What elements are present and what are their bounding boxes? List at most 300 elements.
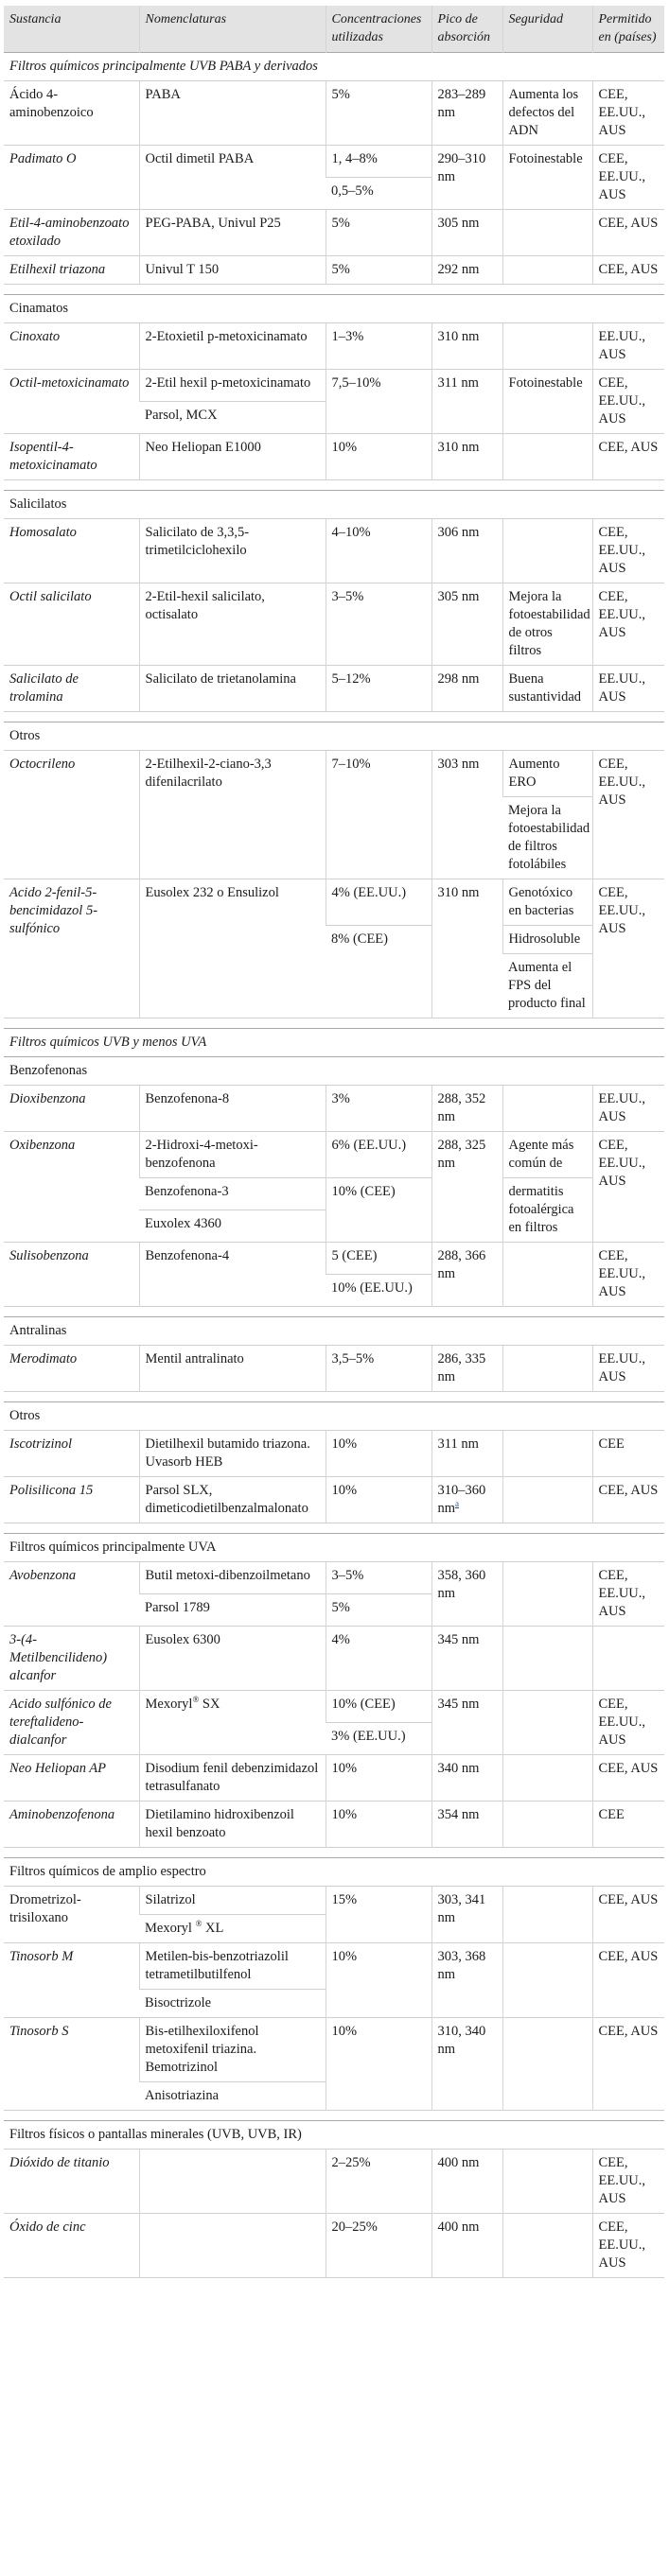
cell-text: 1, 4–8% xyxy=(331,151,378,166)
table-cell xyxy=(139,1801,326,1848)
table-cell xyxy=(431,1801,502,1848)
table-cell xyxy=(139,210,326,256)
table-cell xyxy=(4,1943,139,2018)
section-title: Filtros químicos principalmente UVA xyxy=(4,1534,664,1562)
cell-text: 292 nm xyxy=(437,262,480,277)
table-cell xyxy=(431,1691,502,1755)
cell-text: 5% xyxy=(331,1600,350,1615)
table-cell xyxy=(431,370,502,434)
cell-text: Octil-metoxicinamato xyxy=(9,375,130,391)
cell-text: 3–5% xyxy=(331,589,364,604)
table-cell xyxy=(502,926,592,954)
table-cell xyxy=(502,879,592,926)
table-cell xyxy=(4,146,139,210)
cell-text: 310–360 nm xyxy=(437,1483,486,1516)
cell-text: 288, 325 nm xyxy=(437,1138,486,1171)
table-cell xyxy=(139,1346,326,1392)
spacer-row xyxy=(4,480,664,491)
table-cell xyxy=(139,1132,326,1178)
table-cell xyxy=(326,1594,431,1627)
section-row xyxy=(4,491,664,519)
cell-text: 2-Hidroxi-4-metoxi-benzofenona xyxy=(145,1138,258,1171)
cell-text: Neo Heliopan E1000 xyxy=(145,440,261,455)
table-cell xyxy=(139,1691,326,1755)
cell-text: dermatitis fotoalérgica en filtros xyxy=(508,1184,574,1235)
table-cell xyxy=(139,1915,326,1943)
table-cell xyxy=(326,370,431,434)
table-row xyxy=(4,256,664,285)
cell-text: 10% (CEE) xyxy=(331,1697,396,1712)
cell-text: Euxolex 4360 xyxy=(145,1216,221,1231)
cell-text: Fotoinestable xyxy=(508,375,583,391)
table-cell xyxy=(139,402,326,434)
cell-text: Aumenta el FPS del producto final xyxy=(508,960,586,1011)
cell-text: CEE, EE.UU., AUS xyxy=(598,885,646,936)
table-cell xyxy=(431,2018,502,2111)
table-cell xyxy=(4,81,139,146)
table-cell xyxy=(502,666,592,712)
cell-text: Octil dimetil PABA xyxy=(145,151,255,166)
table-cell xyxy=(592,1132,664,1243)
cell-text: Salicilato de trolamina xyxy=(9,671,79,705)
cell-text: 10% (EE.UU.) xyxy=(331,1280,413,1296)
spacer-row xyxy=(4,1307,664,1317)
table-cell xyxy=(326,81,431,146)
cell-text: PEG-PABA, Univul P25 xyxy=(145,216,281,231)
table-cell xyxy=(326,2018,431,2111)
spacer-row xyxy=(4,285,664,295)
cell-text: 3% xyxy=(331,1091,350,1106)
header-nomenclaturas: Nomenclaturas xyxy=(139,6,326,53)
table-cell xyxy=(326,666,431,712)
table-cell xyxy=(502,1132,592,1178)
table-cell xyxy=(502,1477,592,1523)
table-cell xyxy=(592,2214,664,2278)
cell-text: 288, 366 nm xyxy=(437,1248,486,1281)
table-row xyxy=(4,879,664,926)
table-cell xyxy=(326,583,431,666)
table-cell xyxy=(431,1627,502,1691)
header-seguridad: Seguridad xyxy=(502,6,592,53)
table-cell xyxy=(431,2214,502,2278)
cell-text: 310, 340 nm xyxy=(437,2024,486,2057)
table-cell xyxy=(592,1086,664,1132)
cell-text: 4–10% xyxy=(331,525,371,540)
cell-text: Salicilato de trietanolamina xyxy=(145,671,296,687)
table-cell xyxy=(502,954,592,1018)
cell-text: Acido 2-fenil-5-bencimidazol 5-sulfónico xyxy=(9,885,98,936)
cell-text: 4% xyxy=(331,1632,350,1647)
table-cell xyxy=(502,1178,592,1243)
table-cell xyxy=(139,2082,326,2111)
table-cell xyxy=(431,256,502,285)
table-cell xyxy=(4,1346,139,1392)
table-row xyxy=(4,1801,664,1848)
table-cell xyxy=(431,1346,502,1392)
table-cell xyxy=(139,434,326,480)
cell-text: Mexoryl xyxy=(145,1921,196,1936)
cell-text: CEE, EE.UU., AUS xyxy=(598,2219,646,2271)
table-row xyxy=(4,1691,664,1723)
table-row xyxy=(4,2214,664,2278)
table-row xyxy=(4,81,664,146)
table-cell xyxy=(326,1178,431,1243)
table-body xyxy=(4,53,664,2278)
table-cell xyxy=(592,1755,664,1801)
table-cell xyxy=(592,1431,664,1477)
footnote-link[interactable]: a xyxy=(455,1499,460,1509)
cell-text: CEE, EE.UU., AUS xyxy=(598,375,646,426)
table-cell xyxy=(502,1887,592,1943)
table-cell xyxy=(326,1132,431,1178)
table-cell xyxy=(4,1086,139,1132)
table-row xyxy=(4,751,664,797)
table-cell xyxy=(326,256,431,285)
table-cell xyxy=(592,81,664,146)
cell-text: CEE, EE.UU., AUS xyxy=(598,525,646,576)
table-cell xyxy=(139,1431,326,1477)
cell-text: Aumento ERO xyxy=(508,757,560,790)
table-cell xyxy=(502,434,592,480)
table-cell xyxy=(592,751,664,879)
table-cell xyxy=(139,1243,326,1307)
table-cell xyxy=(431,1243,502,1307)
cell-text: 3,5–5% xyxy=(331,1351,375,1366)
cell-text: 8% (CEE) xyxy=(331,931,388,947)
registered-mark: ® xyxy=(195,1919,202,1929)
table-row xyxy=(4,1943,664,1990)
cell-text: Drometrizol-trisiloxano xyxy=(9,1892,81,1925)
table-cell xyxy=(139,2018,326,2082)
table-cell xyxy=(139,1210,326,1243)
table-cell xyxy=(139,1627,326,1691)
table-cell xyxy=(139,323,326,370)
cell-text: CEE, AUS xyxy=(598,1761,659,1776)
cell-text: 354 nm xyxy=(437,1807,480,1822)
table-cell xyxy=(4,1477,139,1523)
cell-text: CEE, AUS xyxy=(598,1949,659,1964)
table-cell xyxy=(431,1887,502,1943)
section-title: Otros xyxy=(4,722,664,751)
table-cell xyxy=(592,1801,664,1848)
header-sustancia: Sustancia xyxy=(4,6,139,53)
table-cell xyxy=(326,1887,431,1943)
cell-text: Anisotriazina xyxy=(145,2088,220,2103)
table-cell xyxy=(4,1243,139,1307)
table-cell xyxy=(502,797,592,879)
cell-text: CEE, AUS xyxy=(598,1892,659,1907)
cell-text: Acido sulfónico de tereftalideno-dialcanfor xyxy=(9,1697,112,1748)
cell-text: 340 nm xyxy=(437,1761,480,1776)
cell-text: Eusolex 6300 xyxy=(145,1632,220,1647)
table-cell xyxy=(139,256,326,285)
section-title: Benzofenonas xyxy=(4,1057,664,1086)
section-row xyxy=(4,295,664,323)
spacer-cell xyxy=(4,1523,664,1534)
table-cell xyxy=(326,323,431,370)
cell-text: Merodimato xyxy=(9,1351,78,1366)
spacer-cell xyxy=(4,2111,664,2121)
cell-text: Sulisobenzona xyxy=(9,1248,89,1263)
cell-text: 2-Etil hexil p-metoxicinamato xyxy=(145,375,311,391)
cell-text: Homosalato xyxy=(9,525,77,540)
cell-text: Buena sustantividad xyxy=(508,671,582,705)
table-cell xyxy=(592,2018,664,2111)
table-cell xyxy=(592,146,664,210)
cell-text: Agente más común de xyxy=(508,1138,574,1171)
table-cell xyxy=(4,583,139,666)
table-cell xyxy=(139,1178,326,1210)
registered-mark: ® xyxy=(192,1695,200,1705)
table-row xyxy=(4,370,664,402)
table-cell xyxy=(326,1086,431,1132)
cell-text: 290–310 nm xyxy=(437,151,486,184)
cell-text: CEE, EE.UU., AUS xyxy=(598,1697,646,1748)
cell-text: 10% xyxy=(331,1807,358,1822)
table-cell xyxy=(326,1431,431,1477)
cell-text: EE.UU., AUS xyxy=(598,671,646,705)
table-cell xyxy=(592,434,664,480)
table-cell xyxy=(326,1243,431,1275)
cell-text: PABA xyxy=(145,87,181,102)
cell-text: 303, 341 nm xyxy=(437,1892,486,1925)
table-cell xyxy=(502,2214,592,2278)
cell-text: Fotoinestable xyxy=(508,151,583,166)
cell-text: 310 nm xyxy=(437,440,480,455)
cell-text: Polisilicona 15 xyxy=(9,1483,94,1498)
table-cell xyxy=(139,1755,326,1801)
cell-text: Mentil antralinato xyxy=(145,1351,244,1366)
cell-text: CEE, EE.UU., AUS xyxy=(598,757,646,808)
table-cell xyxy=(502,1562,592,1627)
cell-text: 358, 360 nm xyxy=(437,1568,486,1601)
section-title: Antralinas xyxy=(4,1317,664,1346)
table-cell xyxy=(431,879,502,1018)
table-cell xyxy=(4,666,139,712)
spacer-row xyxy=(4,1018,664,1029)
table-cell xyxy=(431,434,502,480)
table-cell xyxy=(592,1887,664,1943)
cell-text: Benzofenona-4 xyxy=(145,1248,230,1263)
table-cell xyxy=(592,256,664,285)
cell-text: 3% (EE.UU.) xyxy=(331,1729,406,1744)
cell-text: 0,5–5% xyxy=(331,183,374,199)
table-row xyxy=(4,519,664,583)
cell-text: Parsol SLX, dimeticodietilbenzalmalonato xyxy=(145,1483,308,1516)
cell-text: Tinosorb M xyxy=(9,1949,74,1964)
cell-text: Dietilamino hidroxibenzoil hexil benzoato xyxy=(145,1807,294,1840)
cell-text: 400 nm xyxy=(437,2155,480,2170)
cell-text: CEE, EE.UU., AUS xyxy=(598,151,646,202)
table-row xyxy=(4,1346,664,1392)
table-cell xyxy=(326,2214,431,2278)
cell-text: CEE xyxy=(598,1807,625,1822)
section-row xyxy=(4,1858,664,1887)
cell-text: 10% xyxy=(331,1436,358,1452)
cell-text: 3–5% xyxy=(331,1568,364,1583)
cell-text: Silatrizol xyxy=(145,1892,196,1907)
cell-text: Benzofenona-8 xyxy=(145,1091,230,1106)
section-row xyxy=(4,1402,664,1431)
cell-text: CEE, AUS xyxy=(598,1483,659,1498)
table-cell xyxy=(139,1086,326,1132)
cell-text: Aumenta los defectos del ADN xyxy=(508,87,579,138)
table-cell xyxy=(326,178,431,210)
table-cell xyxy=(431,1132,502,1243)
table-cell xyxy=(326,1755,431,1801)
table-cell xyxy=(502,1086,592,1132)
table-cell xyxy=(592,1243,664,1307)
table-cell xyxy=(4,1801,139,1848)
cell-text: 345 nm xyxy=(437,1697,480,1712)
table-cell xyxy=(592,879,664,1018)
table-cell xyxy=(502,519,592,583)
cell-text: Octocrileno xyxy=(9,757,76,772)
cell-text: 20–25% xyxy=(331,2219,378,2235)
spacer-row xyxy=(4,1392,664,1402)
cell-text: 1–3% xyxy=(331,329,364,344)
cell-text: Genotóxico en bacterias xyxy=(508,885,574,918)
section-title: Cinamatos xyxy=(4,295,664,323)
table-cell xyxy=(592,1346,664,1392)
cell-text: 311 nm xyxy=(437,1436,479,1452)
table-cell xyxy=(592,370,664,434)
table-row xyxy=(4,1627,664,1691)
cell-text: 10% (CEE) xyxy=(331,1184,396,1199)
table-cell xyxy=(502,1243,592,1307)
cell-text: Aminobenzofenona xyxy=(9,1807,115,1822)
spacer-cell xyxy=(4,1392,664,1402)
section-title: Otros xyxy=(4,1402,664,1431)
table-cell xyxy=(139,751,326,879)
table-cell xyxy=(326,1275,431,1307)
cell-text: 303, 368 nm xyxy=(437,1949,486,1982)
table-cell xyxy=(592,210,664,256)
cell-text: 10% xyxy=(331,2024,358,2039)
table-cell xyxy=(431,1477,502,1523)
cell-text: Dietilhexil butamido triazona. Uvasorb HEB xyxy=(145,1436,310,1470)
table-cell xyxy=(592,666,664,712)
cell-text: Ácido 4-aminobenzoico xyxy=(9,87,94,120)
table-cell xyxy=(592,323,664,370)
section-row xyxy=(4,722,664,751)
table-cell xyxy=(326,1801,431,1848)
cell-text: Metilen-bis-benzotriazolil tetrametilbutilfenol xyxy=(145,1949,289,1982)
table-cell xyxy=(139,1562,326,1594)
table-cell xyxy=(431,519,502,583)
table-cell xyxy=(139,879,326,1018)
cell-text: 5–12% xyxy=(331,671,371,687)
table-cell xyxy=(326,210,431,256)
section-title: Salicilatos xyxy=(4,491,664,519)
table-cell xyxy=(139,1943,326,1990)
table-cell xyxy=(326,1627,431,1691)
cell-text: CEE xyxy=(598,1436,625,1452)
cell-text: 3-(4-Metilbencilideno) alcanfor xyxy=(9,1632,108,1683)
table-cell xyxy=(431,1562,502,1627)
table-header xyxy=(4,6,664,53)
table-cell xyxy=(502,146,592,210)
table-cell xyxy=(431,1943,502,2018)
section-row xyxy=(4,1534,664,1562)
table-cell xyxy=(431,146,502,210)
cell-text: 2-Etoxietil p-metoxicinamato xyxy=(145,329,308,344)
cell-text: 5 (CEE) xyxy=(331,1248,378,1263)
table-cell xyxy=(502,81,592,146)
table-cell xyxy=(139,583,326,666)
table-cell xyxy=(431,323,502,370)
table-cell xyxy=(139,2214,326,2278)
header-concentraciones: Concentraciones utilizadas xyxy=(326,6,431,53)
table-cell xyxy=(326,146,431,178)
table-cell xyxy=(326,1943,431,2018)
section-row xyxy=(4,2121,664,2150)
cell-text: CEE, EE.UU., AUS xyxy=(598,1568,646,1619)
cell-text: Tinosorb S xyxy=(9,2024,69,2039)
table-cell xyxy=(431,666,502,712)
table-row xyxy=(4,210,664,256)
table-cell xyxy=(139,519,326,583)
cell-text: Parsol, MCX xyxy=(145,408,218,423)
table-cell xyxy=(502,256,592,285)
section-title: Filtros químicos principalmente UVB PABA y derivados xyxy=(4,53,664,81)
table-row xyxy=(4,2150,664,2214)
cell-text: EE.UU., AUS xyxy=(598,329,646,362)
table-cell xyxy=(502,1691,592,1755)
cell-text: 7,5–10% xyxy=(331,375,381,391)
cell-text: Isopentil-4-metoxicinamato xyxy=(9,440,97,473)
table-cell xyxy=(502,751,592,797)
cell-text: 5% xyxy=(331,216,350,231)
table-row xyxy=(4,1243,664,1275)
table-row xyxy=(4,146,664,178)
table-cell xyxy=(592,519,664,583)
cell-text: 2-Etil-hexil salicilato, octisalato xyxy=(145,589,265,622)
cell-text: Disodium fenil debenzimidazol tetrasulfanato xyxy=(145,1761,319,1794)
table-cell xyxy=(4,519,139,583)
cell-text: CEE, AUS xyxy=(598,440,659,455)
table-cell xyxy=(431,1431,502,1477)
table-row xyxy=(4,666,664,712)
section-title: Filtros químicos UVB y menos UVA xyxy=(4,1029,664,1057)
cell-text: 15% xyxy=(331,1892,358,1907)
cell-text: 400 nm xyxy=(437,2219,480,2235)
cell-text: Etilhexil triazona xyxy=(9,262,106,277)
cell-text: 6% (EE.UU.) xyxy=(331,1138,407,1153)
table-cell xyxy=(4,323,139,370)
cell-text: Mejora la fotoestabilidad de filtros fotolábiles xyxy=(508,803,590,872)
cell-text: Dióxido de titanio xyxy=(9,2155,110,2170)
table-row xyxy=(4,1086,664,1132)
table-cell xyxy=(326,1477,431,1523)
table-cell xyxy=(139,1990,326,2018)
spacer-row xyxy=(4,712,664,722)
cell-text: Oxibenzona xyxy=(9,1138,76,1153)
cell-text: 7–10% xyxy=(331,757,371,772)
spacer-cell xyxy=(4,1848,664,1858)
cell-text: CEE, EE.UU., AUS xyxy=(598,87,646,138)
table-cell xyxy=(502,583,592,666)
table-cell xyxy=(4,1627,139,1691)
table-cell xyxy=(326,1346,431,1392)
spacer-row xyxy=(4,1848,664,1858)
cell-text: 286, 335 nm xyxy=(437,1351,486,1384)
table-cell xyxy=(4,1132,139,1243)
cell-text: 310 nm xyxy=(437,329,480,344)
table-cell xyxy=(502,1346,592,1392)
table-cell xyxy=(592,1943,664,2018)
table-cell xyxy=(326,751,431,879)
